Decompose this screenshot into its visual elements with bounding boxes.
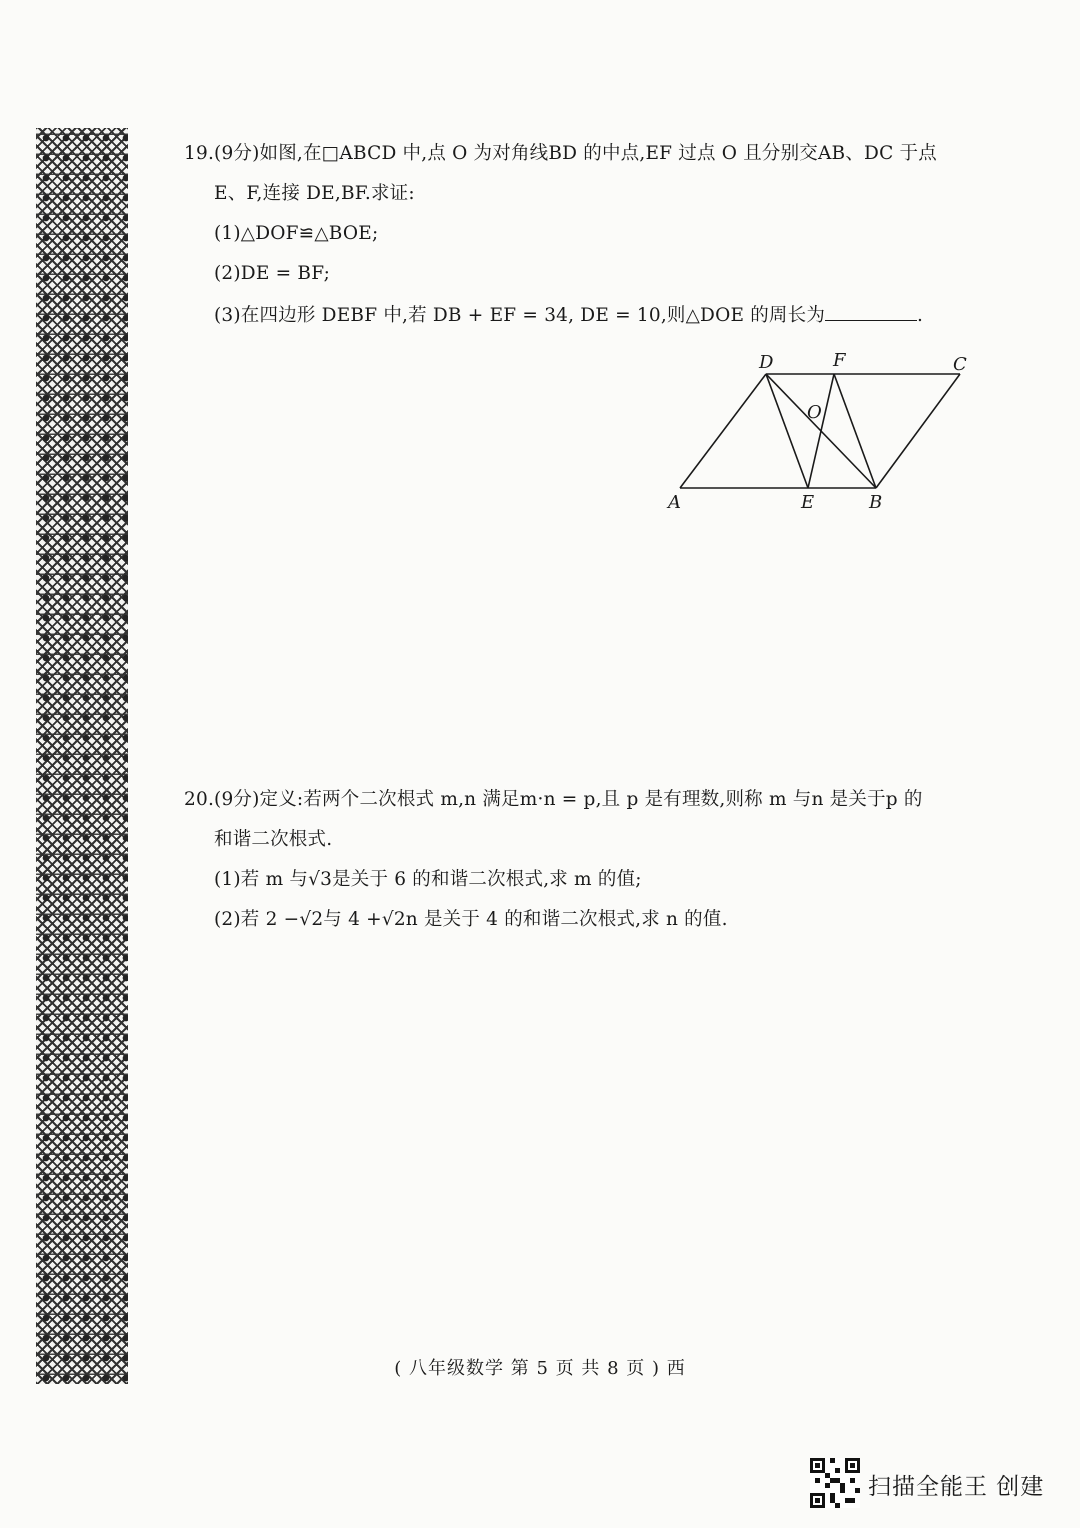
q19-stem-line2: E、F,连接 DE,BF.求证: (214, 183, 415, 204)
label-O: O (807, 402, 822, 423)
segment-DE (766, 374, 808, 488)
label-F: F (833, 350, 846, 371)
q19-part3-text: (3)在四边形 DEBF 中,若 DB + EF = 34, DE = 10,则△DOE 的周长为 (214, 305, 826, 326)
page-footer: ( 八年级数学 第 5 页 共 8 页 ) 西 (394, 1358, 686, 1379)
label-E: E (801, 492, 815, 513)
label-C: C (953, 354, 967, 375)
q20-stem-line2: 和谐二次根式. (214, 829, 333, 850)
segment-AD (680, 374, 766, 488)
qr-code-icon (810, 1458, 860, 1508)
q19-part1: (1)△DOF≌△BOE; (214, 223, 379, 244)
q20-stem-line1: 20.(9分)定义:若两个二次根式 m,n 满足m·n = p,且 p 是有理数,则称 m 与n 是关于p 的 (184, 789, 923, 810)
q20-part2: (2)若 2 −√2与 4 +√2n 是关于 4 的和谐二次根式,求 n 的值. (214, 909, 728, 930)
parallelogram-figure (660, 348, 980, 518)
answer-blank (825, 302, 917, 321)
label-B: B (869, 492, 883, 513)
scanner-watermark-label: 扫描全能王 创建 (868, 1474, 1045, 1500)
segment-EF (808, 374, 834, 488)
segment-FB (834, 374, 876, 488)
q19-part3-period: . (917, 305, 924, 326)
binding-pattern-strip (36, 128, 128, 1384)
q19-stem-line1: 19.(9分)如图,在□ABCD 中,点 O 为对角线BD 的中点,EF 过点 O 且分别交AB、DC 于点 (184, 143, 937, 164)
q19-part2: (2)DE = BF; (214, 263, 331, 284)
q20-part1: (1)若 m 与√3是关于 6 的和谐二次根式,求 m 的值; (214, 869, 642, 890)
segment-CB (876, 374, 960, 488)
q19-part3 (214, 302, 923, 328)
label-D: D (759, 352, 774, 373)
label-A: A (668, 492, 681, 513)
